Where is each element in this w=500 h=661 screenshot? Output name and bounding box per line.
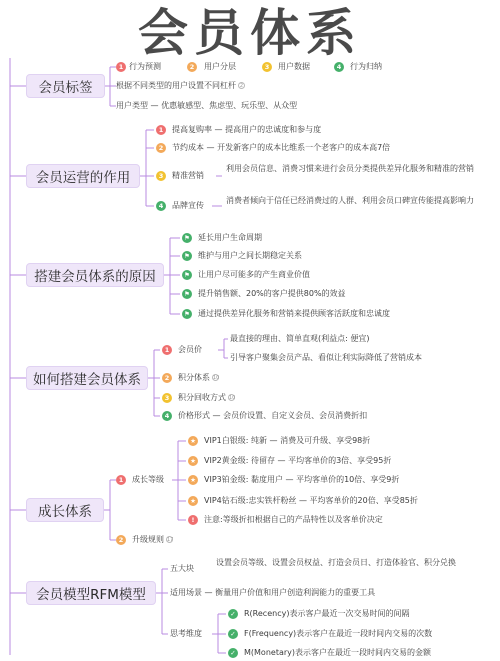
flag-icon: ⚑: [182, 289, 192, 299]
rfm-five-text: 设置会员等级、设置会员权益、打造会员日、打造体验官、积分兑换: [216, 558, 456, 567]
ops-detail-2: 消费者倾向于信任已经消费过的人群、利用会员口碑宣传能提高影响力: [226, 196, 474, 205]
rfm-five: 五大块: [170, 564, 194, 573]
tag-item-1: 行为预测: [129, 62, 161, 71]
node-build-reason: 搭建会员体系的原因: [26, 263, 164, 287]
flag-icon: ⚑: [182, 270, 192, 280]
medal-icon: ★: [188, 456, 198, 466]
member-price-sub-1: 最直接的理由、简单直观(利益点: 便宜): [230, 334, 370, 343]
page-title: 会员体系: [138, 4, 362, 62]
medal-icon: ★: [188, 436, 198, 446]
reason-item-5: 通过提供差异化服务和营销来提供顾客活跃度和忠诚度: [198, 309, 390, 318]
growth-rules: [132, 535, 173, 545]
ops-detail-1: 利用会员信息、消费习惯来进行会员分类提供差异化服务和精准的营销: [226, 164, 474, 173]
priority-2-icon: 2: [116, 535, 126, 545]
vip-3: VIP3铂金级: 黏度用户 — 平均客单价的10倍、享受9折: [204, 475, 400, 484]
priority-1-icon: 1: [116, 62, 126, 72]
reason-item-1: 延长用户生命周期: [198, 233, 262, 242]
reason-item-2: 维护与用户之间长期稳定关系: [198, 251, 302, 260]
count-badge: 10: [229, 395, 236, 401]
priority-1-icon: 1: [156, 125, 166, 135]
node-member-tags: 会员标签: [26, 74, 105, 98]
ops-item-3: 精准营销: [172, 171, 204, 180]
priority-4-icon: 4: [162, 411, 172, 421]
reason-item-4: 提升销售额、20%的客户提供80%的效益: [198, 289, 346, 298]
tag-item-2: 用户分层: [204, 62, 236, 71]
priority-2-icon: 2: [156, 143, 166, 153]
rfm-dim-f: F(Frequency)表示客户在最近一段时间内交易的次数: [244, 629, 433, 638]
node-rfm-model: 会员模型RFM模型: [26, 581, 156, 605]
priority-4-icon: 4: [156, 201, 166, 211]
growth-level: 成长等级: [132, 475, 164, 484]
reason-item-3: 让用户尽可能多的产生商业价值: [198, 270, 310, 279]
flag-icon: ⚑: [182, 309, 192, 319]
warning-icon: !: [188, 515, 198, 525]
ops-item-4: 品牌宣传: [172, 201, 204, 210]
ops-item-1: 提高复购率 — 提高用户的忠诚度和参与度: [172, 125, 322, 134]
count-badge: 17: [167, 537, 174, 543]
priority-4-icon: 4: [334, 62, 344, 72]
medal-icon: ★: [188, 496, 198, 506]
ops-item-2: 节约成本 — 开发新客户的成本比维系一个老客户的成本高7倍: [172, 143, 391, 152]
vip-1: VIP1白银级: 纯新 — 消费及可升级、享受98折: [204, 436, 371, 445]
node-growth-system: 成长体系: [26, 498, 104, 522]
tag-item-4: 行为归纳: [350, 62, 382, 71]
count-badge: 10: [213, 375, 220, 381]
priority-3-icon: 3: [156, 171, 166, 181]
priority-1-icon: 1: [162, 345, 172, 355]
tag-note: [116, 81, 245, 91]
tag-item-3: 用户数据: [278, 62, 310, 71]
rfm-dim-m: M(Monetary)表示客户在最近一段时间内交易的金额: [244, 648, 431, 657]
node-member-ops: 会员运营的作用: [26, 164, 140, 188]
growth-rules-text: 升级规则: [132, 535, 164, 544]
flag-icon: ⚑: [182, 251, 192, 261]
build-item-points: [178, 373, 219, 383]
vip-4: VIP4钻石级:忠实铁杆粉丝 — 平均客单价的20倍、享受85折: [204, 496, 418, 505]
tag-note-text: 根据不同类型的用户设置不同杠杆: [116, 81, 236, 90]
flag-icon: ⚑: [182, 233, 192, 243]
priority-2-icon: 2: [162, 373, 172, 383]
priority-3-icon: 3: [162, 393, 172, 403]
check-icon: ✓: [228, 648, 238, 658]
check-icon: ✓: [228, 609, 238, 619]
build-item-recycle: [178, 393, 235, 403]
vip-note: 注意:等级折扣根据自己的产品特性以及客单价决定: [204, 515, 383, 524]
build-member-price: 会员价: [178, 345, 202, 354]
priority-3-icon: 3: [262, 62, 272, 72]
vip-2: VIP2黄金级: 待留存 — 平均客单价的3倍、享受95折: [204, 456, 392, 465]
medal-icon: ★: [188, 475, 198, 485]
node-how-to-build: 如何搭建会员体系: [26, 366, 148, 390]
priority-2-icon: 2: [187, 62, 197, 72]
count-badge: 2: [239, 83, 244, 89]
rfm-dim: 思考维度: [170, 629, 202, 638]
build-points-text: 积分体系: [178, 373, 210, 382]
build-item-price-form: 价格形式 — 会员价设置、自定义会员、会员消费折扣: [178, 411, 368, 420]
check-icon: ✓: [228, 629, 238, 639]
rfm-scene: 适用场景 — 衡量用户价值和用户创造利润能力的重要工具: [170, 588, 376, 597]
priority-1-icon: 1: [116, 475, 126, 485]
tag-user-types: 用户类型 — 优惠敏感型、焦虑型、玩乐型、从众型: [116, 101, 298, 110]
build-recycle-text: 积分回收方式: [178, 393, 226, 402]
member-price-sub-2: 引导客户聚集会员产品、看似让利实际降低了营销成本: [230, 353, 422, 362]
rfm-dim-r: R(Recency)表示客户最近一次交易时间的间隔: [244, 609, 410, 618]
